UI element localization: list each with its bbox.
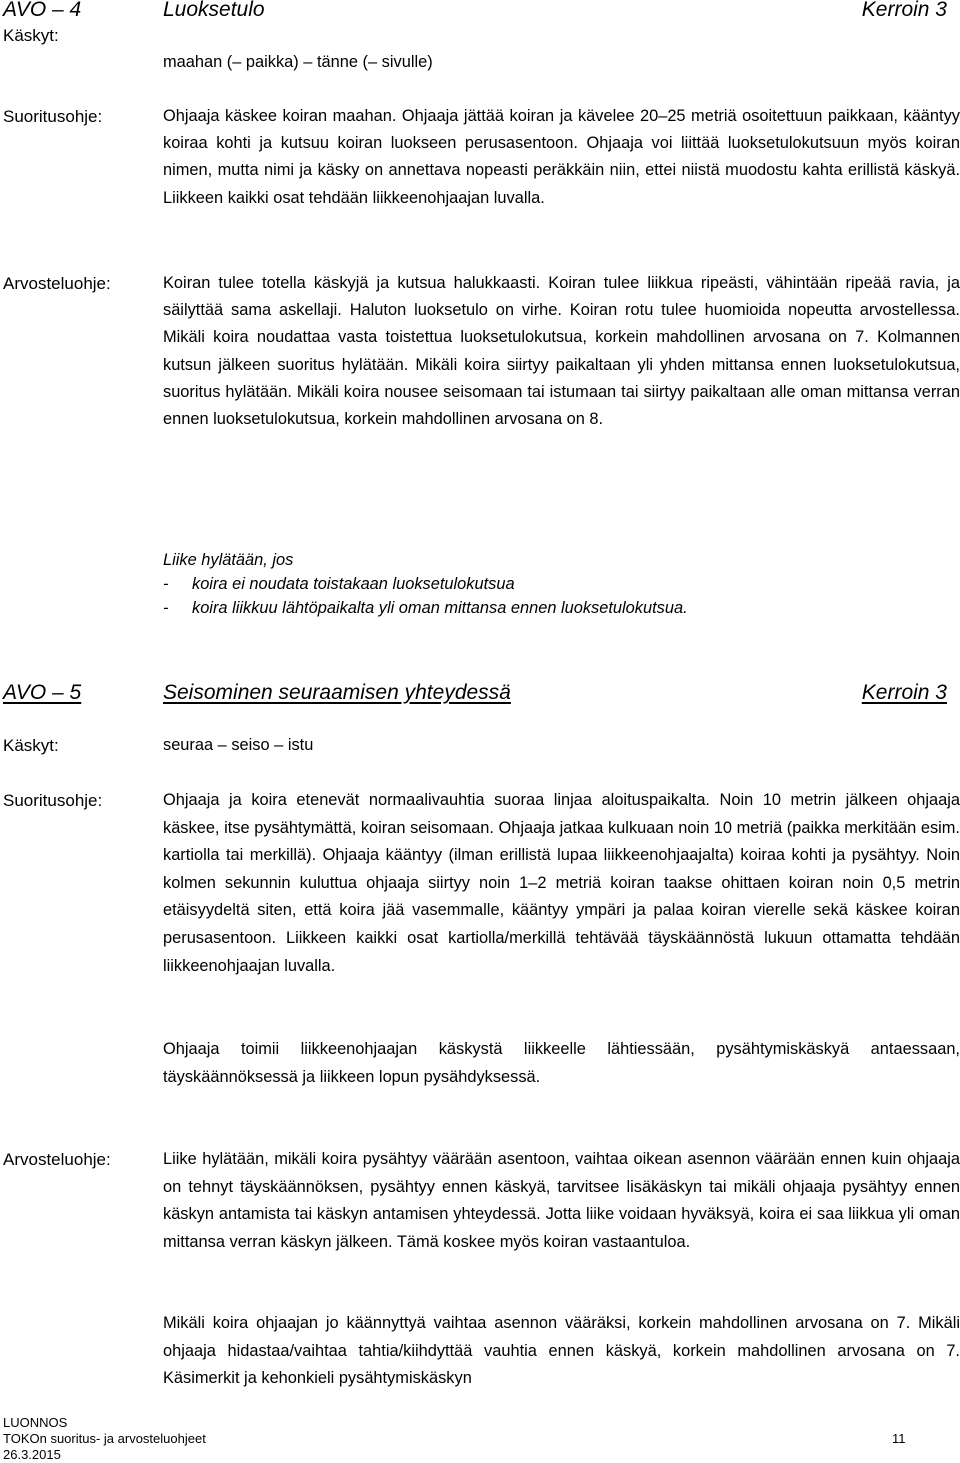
exercise-multiplier: Kerroin 3 (861, 0, 947, 21)
label-suoritusohje: Suoritusohje: (3, 791, 103, 810)
label-kaskyt: Käskyt: (3, 26, 59, 45)
rejection-title: Liike hylätään, jos (163, 551, 294, 569)
section-heading-avo4 (3, 0, 947, 27)
arvosteluohje-text: Liike hylätään, mikäli koira pysähtyy väärään asentoon, vaihtaa oikean asennon väärään ennen kuin ohjaaja on tehnyt täyskäännöksen, pysähtyy ennen käskyä, tarvitsee lisäkäskyn tai mikäli ohjaaja pysähtyy ennen käskyn antamista tai käskyn antamisen yhteydessä. Jotta liike voidaan hyväksyä, koira ei saa liikkua yli oman mittansa verran käskyn jälkeen. Tämä koskee myös koiran vastaantuloa. (163, 1150, 960, 1251)
exercise-code: AVO – 5 (3, 681, 82, 704)
kaskyt-text: seuraa – seiso – istu (163, 736, 314, 754)
arvosteluohje-text: Koiran tulee totella käskyjä ja kutsua halukkaasti. Koiran tulee liikkua ripeästi, vähintään ripeää ravia, ja säilyttää sama askellaji. Haluton luoksetulo on virhe. Koiran rotu tulee huomioida nopeutta arvostellessa. Mikäli koira noudattaa vasta toistettua luoksetulokutsua, korkein mahdollinen arvosana on 7. Kolmannen kutsun jälkeen suoritus hylätään. Mikäli koira siirtyy paikaltaan yli yhden mittansa ennen luoksetulokutsua, suoritus hylätään. Mikäli koira nousee seisomaan tai istumaan tai siirtyy paikaltaan alle oman mittansa verran ennen luoksetulokutsua, korkein mahdollinen arvosana on 8. (163, 274, 960, 429)
exercise-title: Luoksetulo (163, 0, 265, 21)
list-item: - koira ei noudata toistakaan luoksetulokutsua (163, 572, 293, 596)
arvosteluohje-text-2: Mikäli koira ohjaajan jo käännyttyä vaihtaa asennon vääräksi, korkein mahdollinen arvosana on 7. Mikäli ohjaaja hidastaa/vaihtaa tahtia/kiihdyttää vauhtia ennen käskyä, korkein mahdollinen arvosana on 7. Käsimerkit ja kehonkieli pysähtymiskäskyn (163, 1314, 960, 1388)
exercise-title: Seisominen seuraamisen yhteydessä (163, 681, 511, 704)
suoritusohje-text: Ohjaaja ja koira etenevät normaalivauhtia suoraa linjaa aloituspaikalta. Noin 10 metrin jälkeen ohjaaja käskee, itse pysähtymättä, koiran seisomaan. Ohjaaja jatkaa kulkuaan noin 10 metriä (paikka merkitään esim. kartiolla tai merkillä). Ohjaaja kääntyy (ilman erillistä lupaa liikkeenohjaajalta) koiraa kohti ja pysähtyy. Noin kolmen sekunnin kuluttua ohjaaja siirtyy noin 1–2 metriä koiran taakse ohittaen koiran noin 0,5 metrin etäisyydeltä siten, että koira jää vasemmalle, kääntyy ympäri ja palaa koiran vierelle sekä käskee koiran perusasentoon. Liikkeen kaikki osat kartiolla/merkillä tehtävää täyskäännöstä lukuun ottamatta tehdään liikkeenohjaajan luvalla. (163, 791, 960, 975)
label-arvosteluohje: Arvosteluohje: (3, 274, 111, 293)
footer-document-title: TOKOn suoritus- ja arvosteluohjeet (3, 1431, 206, 1446)
page-number: 11 (892, 1431, 906, 1446)
label-suoritusohje: Suoritusohje: (3, 107, 103, 126)
list-dash: - (163, 599, 169, 617)
suoritusohje-text: Ohjaaja käskee koiran maahan. Ohjaaja jättää koiran ja kävelee 20–25 metriä osoitettuun paikkaan, kääntyy koiraa kohti ja kutsuu koiran luokseen perusasentoon. Ohjaaja voi liittää luoksetulokutsuun myös koiran nimen, mutta nimi ja käsky on annettava nopeasti peräkkäin niin, ettei niistä muodostu kahta erillistä käskyä. Liikkeen kaikki osat tehdään liikkeenohjaajan luvalla. (163, 107, 960, 207)
rejection-list (163, 548, 688, 620)
footer-date: 26.3.2015 (3, 1447, 61, 1462)
section-heading-avo5 (3, 680, 947, 710)
label-kaskyt: Käskyt: (3, 736, 59, 755)
footer-draft-label: LUONNOS (3, 1415, 68, 1430)
suoritusohje-text-2: Ohjaaja toimii liikkeenohjaajan käskystä liikkeelle lähtiessään, pysähtymiskäskyä antaessaan, täyskäännöksessä ja liikkeen lopun pysähdyksessä. (163, 1040, 960, 1086)
exercise-multiplier: Kerroin 3 (861, 681, 947, 704)
exercise-code: AVO – 4 (3, 0, 82, 21)
label-arvosteluohje: Arvosteluohje: (3, 1150, 111, 1169)
list-dash: - (163, 575, 169, 593)
kaskyt-text: maahan (– paikka) – tänne (– sivulle) (163, 53, 433, 71)
list-item: - koira liikkuu lähtöpaikalta yli oman mittansa ennen luoksetulokutsua. (163, 596, 293, 620)
